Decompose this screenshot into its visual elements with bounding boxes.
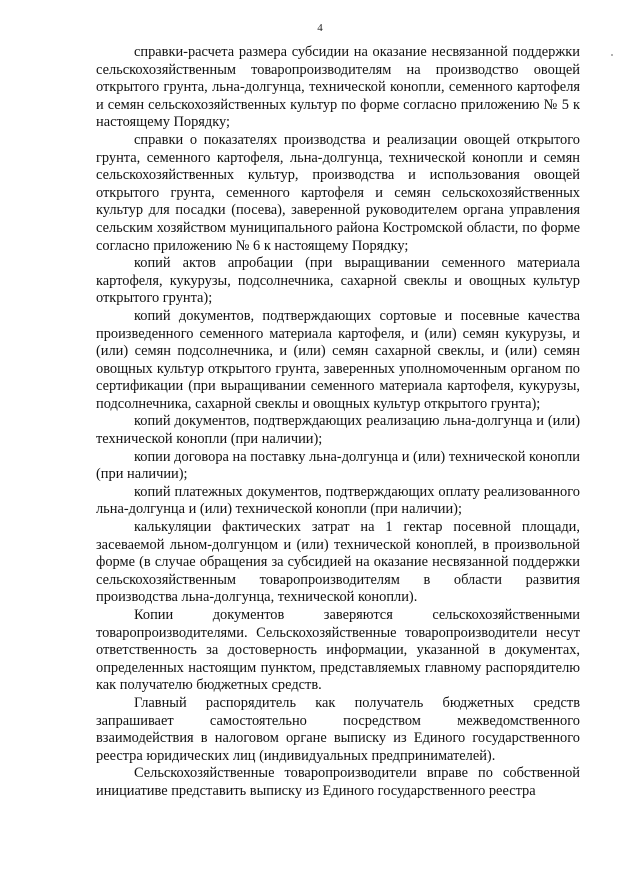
paragraph-copies-certification: Копии документов заверяются сельскохозяйственными товаропроизводителями. Сельскохозяйственные товаропроизводители несут ответственность за достоверность информации, указанной в документах, определенных настоящим пунктом, представляемых главному распорядителю как получателю бюджетных средств. bbox=[96, 607, 580, 694]
page-number: 4 bbox=[317, 22, 323, 34]
paragraph-own-initiative: Сельскохозяйственные товаропроизводители вправе по собственной инициативе представить выписку из Единого государственного реестра bbox=[96, 765, 580, 799]
paragraph-approbation-acts: копий актов апробации (при выращивании семенного материала картофеля, кукурузы, подсолнечника, сахарной свеклы и овощных культур открытого грунта); bbox=[96, 255, 580, 307]
paragraph-payment-documents: копий платежных документов, подтверждающих оплату реализованного льна-долгунца и (или) технической конопли (при наличии); bbox=[96, 483, 580, 518]
paragraph-sales-documents: копий документов, подтверждающих реализацию льна-долгунца и (или) технической конопли (при наличии); bbox=[96, 413, 580, 448]
paragraph-supply-contract: копии договора на поставку льна-долгунца и (или) технической конопли (при наличии); bbox=[96, 448, 580, 483]
body-text bbox=[96, 44, 580, 801]
paragraph-registry-request: Главный распорядитель как получатель бюджетных средств запрашивает самостоятельно посредством межведомственного взаимодействия в налоговом органе выписку из Единого государственного реестра юридических лиц (индивидуальных предпринимателей). bbox=[96, 694, 580, 764]
paragraph-production-indicators: справки о показателях производства и реализации овощей открытого грунта, семенного картофеля, льна-долгунца, технической конопли и семян сельскохозяйственных культур, производства и использования овощей открытого грунта, семенного картофеля и семян сельскохозяйственных культур для посадки (посева), заверенной руководителем органа управления сельским хозяйством муниципального района Костромской области, по форме согласно приложению № 6 к настоящему Порядку; bbox=[96, 131, 580, 254]
scan-speck bbox=[611, 54, 613, 56]
paragraph-cost-calculation: калькуляции фактических затрат на 1 гектар посевной площади, засеваемой льном-долгунцом и (или) технической коноплей, в произвольной форме (в случае обращения за субсидией на оказание несвязанной поддержки сельскохозяйственным товаропроизводителям в области развития производства льна-долгунца, технической конопли). bbox=[96, 519, 580, 606]
paragraph-seed-quality-documents: копий документов, подтверждающих сортовые и посевные качества произведенного семенного материала картофеля, и (или) семян кукурузы, и (или) семян подсолнечника, и (или) семян сахарной свеклы, и (или) семян овощных культур открытого грунта, заверенных уполномоченным органом по сертификации (при выращивании семенного материала картофеля, кукурузы, подсолнечника, сахарной свеклы и овощных культур открытого грунта); bbox=[96, 307, 580, 412]
paragraph-subsidy-calculation: справки-расчета размера субсидии на оказание несвязанной поддержки сельскохозяйственным товаропроизводителям на производство овощей открытого грунта, льна-долгунца, технической конопли, семенного картофеля и семян сельскохозяйственных культур по форме согласно приложению № 5 к настоящему Порядку; bbox=[96, 44, 580, 131]
